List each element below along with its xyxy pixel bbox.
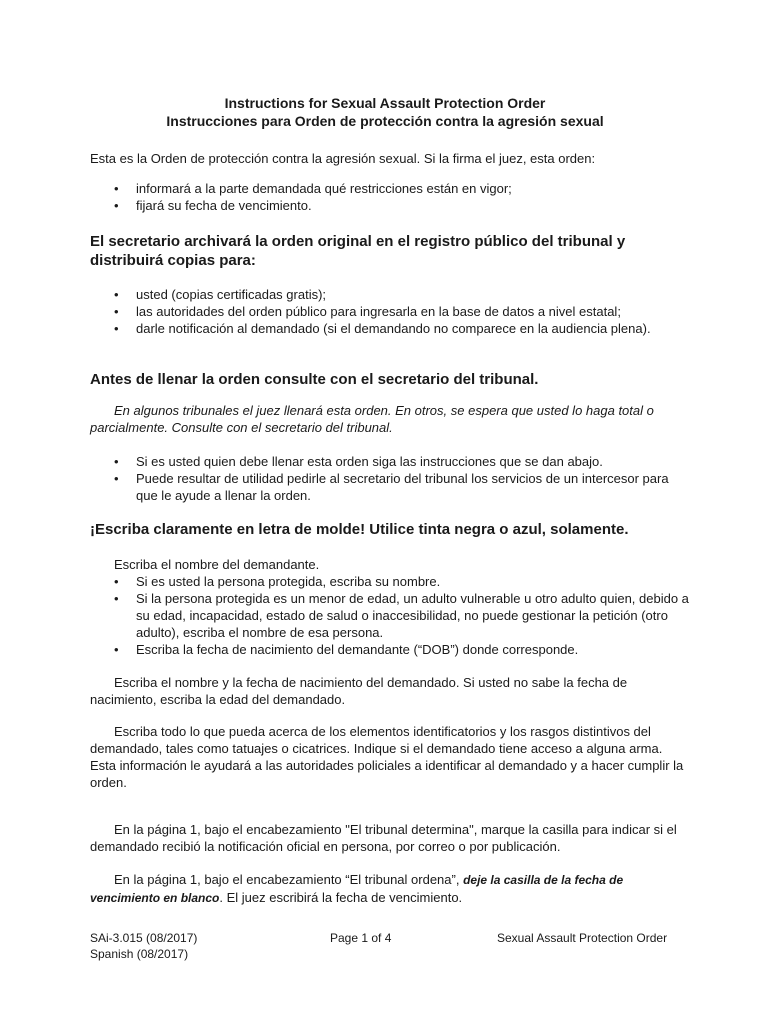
list-item: • Escriba la fecha de nacimiento del demandante (“DOB”) donde corresponde. <box>90 641 690 658</box>
list-item: • fijará su fecha de vencimiento. <box>90 197 690 214</box>
list-item: • Si es usted la persona protegida, escriba su nombre. <box>90 573 690 590</box>
intro-bullet-list <box>90 180 690 214</box>
heading-consult-clerk: Antes de llenar la orden consulte con el secretario del tribunal. <box>90 371 539 388</box>
fill-bullet-list <box>90 453 690 504</box>
list-item: • Si la persona protegida es un menor de edad, un adulto vulnerable u otro adulto quien, debido a su edad, incapacidad, estado de salud o inaccesibilidad, no puede gestionar la petición (otro adulto), escriba el nombre de esa persona. <box>90 590 690 641</box>
heading-clerk-files: El secretario archivará la orden original en el registro público del tribunal y distribuirá copias para: <box>90 233 626 269</box>
write-petitioner-name: Escriba el nombre del demandante. <box>114 557 320 572</box>
court-orders-text-a: En la página 1, bajo el encabezamiento “El tribunal ordena”, <box>114 872 464 887</box>
court-finds-paragraph: En la página 1, bajo el encabezamiento "El tribunal determina", marque la casilla para indicar si el demandado recibió la notificación oficial en persona, por correo o por publicación. <box>90 822 677 854</box>
list-item: • usted (copias certificadas gratis); <box>90 286 690 303</box>
footer-language: Spanish (08/2017) <box>90 947 189 961</box>
footer-form-number: SAi-3.015 (08/2017) <box>90 931 198 945</box>
title-english: Instructions for Sexual Assault Protection Order <box>224 95 546 111</box>
court-orders-text-c: . El juez escribirá la fecha de vencimiento. <box>219 890 463 905</box>
leave-blank-instruction: deje la casilla de la fecha de vencimiento en blanco <box>90 873 624 905</box>
footer-page-number: Page 1 of 4 <box>330 931 392 945</box>
list-item: • Si es usted quien debe llenar esta orden siga las instrucciones que se dan abajo. <box>90 453 690 470</box>
title-spanish: Instrucciones para Orden de protección contra la agresión sexual <box>166 113 604 129</box>
list-item: • darle notificación al demandado (si el demandando no comparece en la audiencia plena). <box>90 320 690 337</box>
italic-paragraph: En algunos tribunales el juez llenará esta orden. En otros, se espera que usted lo haga total o parcialmente. Consulte con el secretario del tribunal. <box>90 403 654 435</box>
footer-form-info <box>90 930 197 962</box>
respondent-paragraph: Escriba el nombre y la fecha de nacimiento del demandado. Si usted no sabe la fecha de nacimiento, escriba la edad del demandado. <box>90 675 628 707</box>
petitioner-bullet-list <box>90 573 690 658</box>
identifiers-paragraph: Escriba todo lo que pueda acerca de los elementos identificatorios y los rasgos distintivos del demandado, tales como tatuajes o cicatrices. Indique si el demandado tiene acceso a alguna arma. Esta información le ayudará a las autoridades policiales a identificar al demandado y a hacer cumplir la orden. <box>90 724 684 790</box>
heading-print-clearly: ¡Escriba claramente en letra de molde! Utilice tinta negra o azul, solamente. <box>90 521 629 538</box>
footer-form-title: Sexual Assault Protection Order <box>497 931 668 945</box>
list-item: • informará a la parte demandada qué restricciones están en vigor; <box>90 180 690 197</box>
copies-bullet-list <box>90 286 690 337</box>
court-orders-paragraph <box>90 871 690 907</box>
list-item: • Puede resultar de utilidad pedirle al secretario del tribunal los servicios de un intercesor para que le ayude a llenar la orden. <box>90 470 690 504</box>
intro-text: Esta es la Orden de protección contra la agresión sexual. Si la firma el juez, esta orden: <box>90 151 596 166</box>
list-item: • las autoridades del orden público para ingresarla en la base de datos a nivel estatal; <box>90 303 690 320</box>
